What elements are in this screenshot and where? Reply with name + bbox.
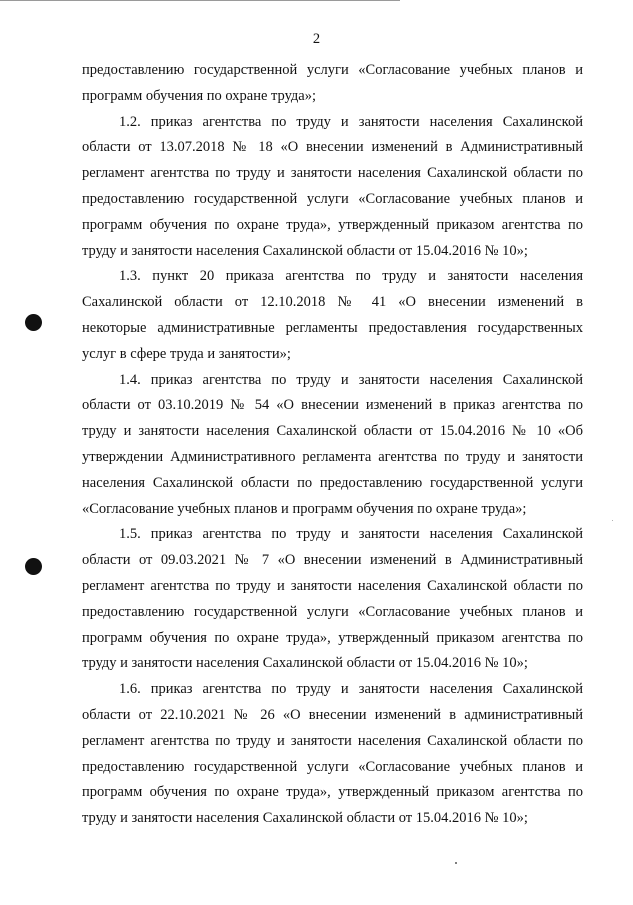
punch-hole-mark xyxy=(25,314,42,331)
text-line: 1.5. приказ агентства по труду и занятости населения Сахалинской xyxy=(119,526,583,543)
text-line: «Согласование учебных планов и программ обучения по охране труда»; xyxy=(82,500,527,517)
text-line: программ обучения по охране труда»; xyxy=(82,87,317,104)
text-line: утверждении Административного регламента агентства по труду и занятости xyxy=(82,448,583,465)
text-line: труду и занятости населения Сахалинской области от 15.04.2016 № 10»; xyxy=(82,810,528,827)
punch-hole-mark xyxy=(25,558,42,575)
scan-speck xyxy=(612,520,613,521)
text-line: предоставлению государственной услуги «Согласование учебных планов и xyxy=(82,62,583,78)
text-line: предоставлению государственной услуги «Согласование учебных планов и xyxy=(82,603,583,620)
text-line: области от 22.10.2021 № 26 «О внесении изменений в административный xyxy=(82,706,583,723)
text-line: 1.2. приказ агентства по труду и занятости населения Сахалинской xyxy=(119,113,583,130)
text-line: труду и занятости населения Сахалинской области от 15.04.2016 № 10»; xyxy=(82,242,528,259)
text-line: предоставлению государственной услуги «Согласование учебных планов и xyxy=(82,758,583,775)
document-body xyxy=(82,58,583,832)
text-line: программ обучения по охране труда», утвержденный приказом агентства по xyxy=(82,629,583,646)
page-number: 2 xyxy=(312,31,321,47)
text-line: 1.6. приказ агентства по труду и занятости населения Сахалинской xyxy=(119,681,583,698)
text-line: Сахалинской области от 12.10.2018 № 41 «О внесении изменений в xyxy=(82,294,583,311)
text-line: населения Сахалинской области по предоставлению государственной услуги xyxy=(82,474,583,491)
text-line: области от 13.07.2018 № 18 «О внесении изменений в Административный xyxy=(82,139,583,156)
text-line: области от 09.03.2021 № 7 «О внесении изменений в Административный xyxy=(82,552,583,569)
text-line: 1.4. приказ агентства по труду и занятости населения Сахалинской xyxy=(119,371,583,388)
top-edge-rule xyxy=(0,0,400,1)
text-line: регламент агентства по труду и занятости населения Сахалинской области по xyxy=(82,577,583,594)
text-line: услуг в сфере труда и занятости»; xyxy=(82,345,291,362)
text-line: 1.3. пункт 20 приказа агентства по труду и занятости населения xyxy=(119,268,583,285)
scan-speck xyxy=(455,862,457,864)
text-line: области от 03.10.2019 № 54 «О внесении изменений в приказ агентства по xyxy=(82,397,583,414)
text-line: программ обучения по охране труда», утвержденный приказом агентства по xyxy=(82,784,583,801)
text-line: некоторые административные регламенты предоставления государственных xyxy=(82,319,583,336)
text-line: регламент агентства по труду и занятости населения Сахалинской области по xyxy=(82,165,583,182)
text-line: программ обучения по охране труда», утвержденный приказом агентства по xyxy=(82,216,583,233)
text-line: регламент агентства по труду и занятости населения Сахалинской области по xyxy=(82,732,583,749)
text-line: труду и занятости населения Сахалинской области от 15.04.2016 № 10»; xyxy=(82,655,528,672)
text-line: труду и занятости населения Сахалинской области от 15.04.2016 № 10 «Об xyxy=(82,423,583,440)
text-line: предоставлению государственной услуги «Согласование учебных планов и xyxy=(82,190,583,207)
